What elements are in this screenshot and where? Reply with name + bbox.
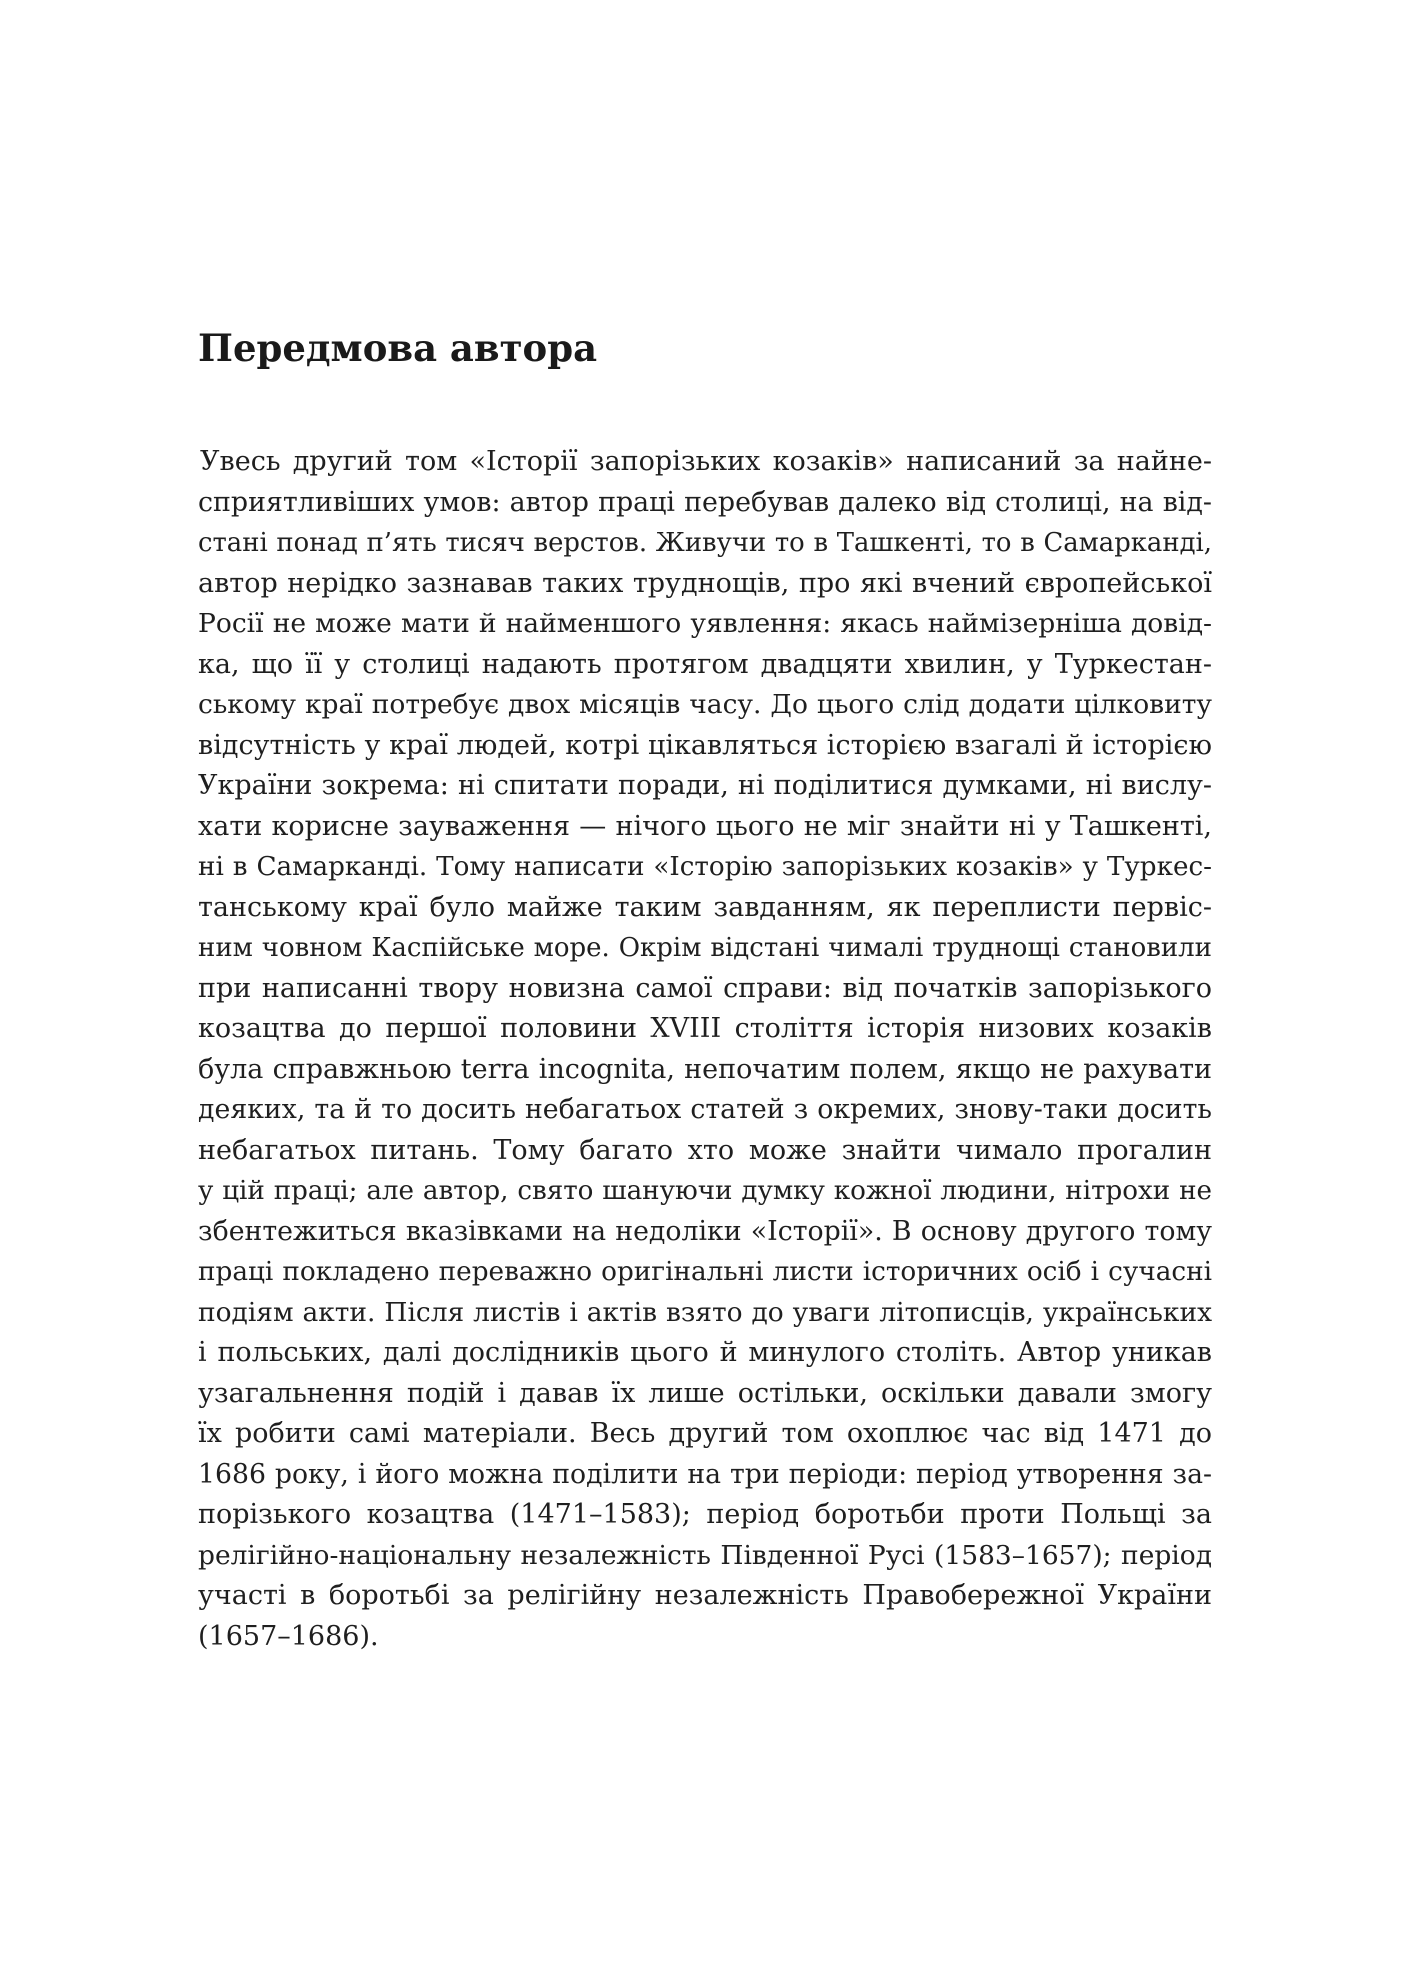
paragraph-line: ні в Самарканді. Тому написати «Історію запорізьких козаків» у Туркес- xyxy=(198,852,1212,882)
paragraph-line: і польських, далі дослідників цього й минулого століть. Автор уникав xyxy=(198,1337,1212,1368)
paragraph-line: у цій праці; але автор, свято шануючи думку кожної людини, нітрохи не xyxy=(198,1176,1212,1206)
paragraph-line: України зокрема: ні спитати поради, ні поділитися думками, ні вислу- xyxy=(198,770,1212,801)
paragraph-line: релігійно-національну незалежність Південної Русі (1583–1657); період xyxy=(198,1539,1212,1571)
paragraph-line: ка, що її у столиці надають протягом двадцяти хвилин, у Туркестан- xyxy=(198,648,1212,680)
paragraph-line: порізького козацтва (1471–1583); період боротьби проти Польщі за xyxy=(198,1499,1212,1530)
paragraph-line: автор нерідко зазнавав таких труднощів, про які вчений європейської xyxy=(198,567,1212,599)
paragraph-line: ним човном Каспійське море. Окрім відстані чималі труднощі становили xyxy=(198,933,1212,963)
paragraph-line: козацтва до першої половини XVIII століття історія низових козаків xyxy=(198,1013,1212,1044)
page-title: Передмова автора xyxy=(198,326,598,370)
paragraph-line: при написанні твору новизна самої справи: від початків запорізького xyxy=(198,972,1212,1004)
paragraph-line: 1686 року, і його можна поділити на три періоди: період утворення за- xyxy=(198,1458,1212,1490)
paragraph-line: небагатьох питань. Тому багато хто може знайти чимало прогалин xyxy=(198,1134,1212,1166)
paragraph-line: відсутність у краї людей, котрі цікавляться історією взагалі й історією xyxy=(198,729,1212,761)
paragraph-line: подіям акти. Після листів і актів взято до уваги літописців, українських xyxy=(198,1296,1212,1328)
paragraph-line: збентежиться вказівками на недоліки «Історії». В основу другого тому xyxy=(198,1215,1212,1247)
paragraph-line: сприятливіших умов: автор праці перебував далеко від столиці, на від- xyxy=(198,486,1212,518)
paragraph-line: (1657–1686). xyxy=(198,1620,379,1652)
paragraph-line: Росії не може мати й найменшого уявлення: якась наймізерніша довід- xyxy=(198,608,1212,639)
paragraph-line: ському краї потребує двох місяців часу. До цього слід додати цілковиту xyxy=(198,689,1212,720)
paragraph-line: праці покладено переважно оригінальні листи історичних осіб і сучасні xyxy=(198,1257,1212,1287)
paragraph-line: танському краї було майже таким завданням, як переплисти первіс- xyxy=(198,891,1212,923)
paragraph-line: була справжньою terra incognita, непочатим полем, якщо не рахувати xyxy=(198,1053,1212,1085)
paragraph-line: Увесь другий том «Історії запорізьких козаків» написаний за найне- xyxy=(200,446,1212,477)
paragraph-line: участі в боротьбі за релігійну незалежність Правобережної України xyxy=(198,1580,1212,1611)
paragraph-line: стані понад п’ять тисяч верстов. Живучи то в Ташкенті, то в Самарканді, xyxy=(198,528,1212,558)
paragraph-line: деяких, та й то досить небагатьох статей з окремих, знову-таки досить xyxy=(198,1094,1212,1125)
preface-paragraph xyxy=(198,442,1212,1657)
paragraph-line: узагальнення подій і давав їх лише остільки, оскільки давали змогу xyxy=(198,1377,1212,1409)
paragraph-line: їх робити самі матеріали. Весь другий том охоплює час від 1471 до xyxy=(198,1418,1212,1449)
paragraph-line: хати корисне зауваження — нічого цього не міг знайти ні у Ташкенті, xyxy=(198,810,1212,842)
